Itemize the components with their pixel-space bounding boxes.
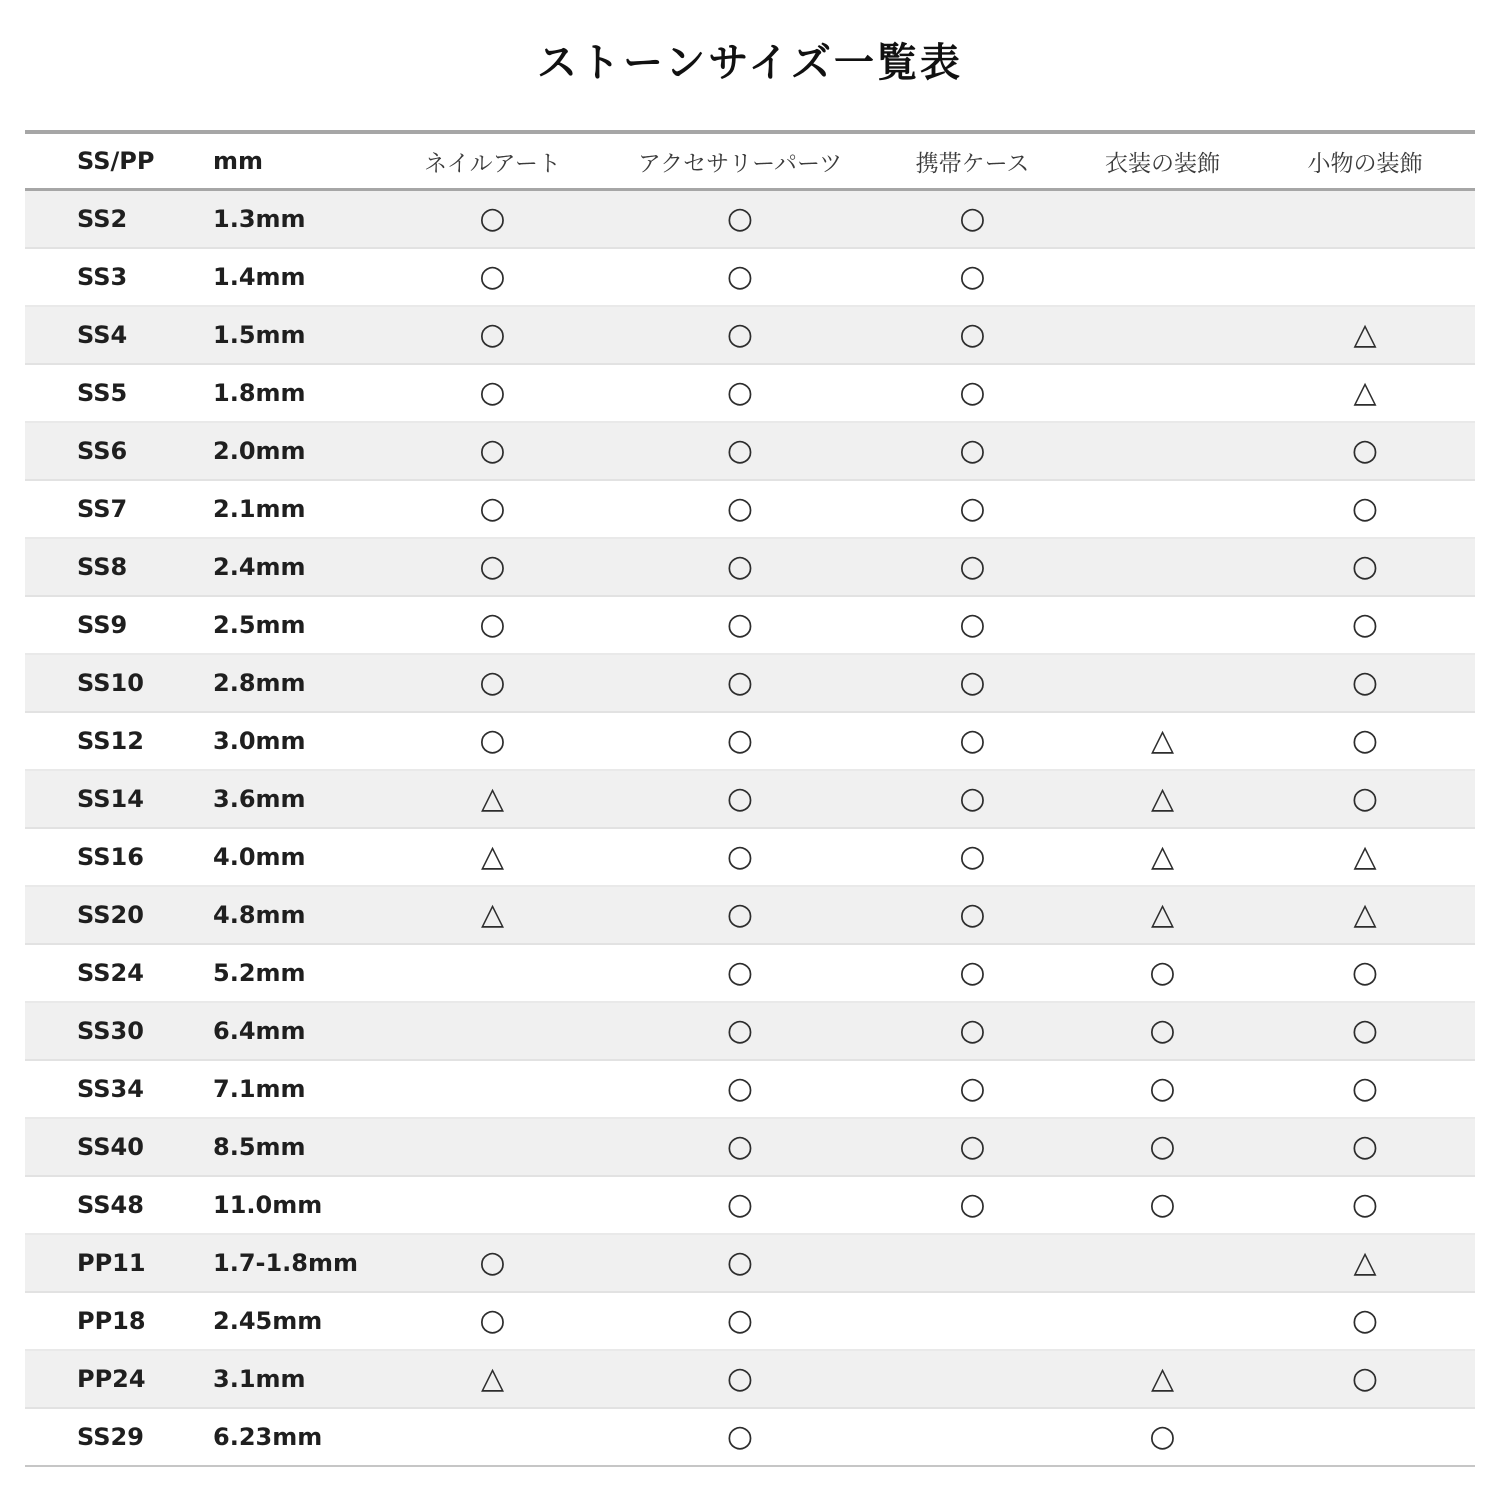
mark-cell-accessory-parts: ○ [726, 665, 754, 700]
size-cell: SS10 [77, 669, 144, 697]
mark-cell-small-item-decoration: ○ [1351, 1187, 1379, 1222]
mark-cell-accessory-parts: ○ [726, 1071, 754, 1106]
mark-cell-small-item-decoration: ○ [1351, 433, 1379, 468]
mark-cell-accessory-parts: ○ [726, 375, 754, 410]
size-cell: SS24 [77, 959, 144, 987]
mm-cell: 6.4mm [213, 1017, 306, 1045]
size-cell: PP18 [77, 1307, 146, 1335]
size-cell: SS30 [77, 1017, 144, 1045]
mark-cell-nail-art: △ [480, 839, 505, 874]
stone-size-table [25, 130, 1475, 1467]
mark-cell-small-item-decoration: ○ [1351, 1303, 1379, 1338]
column-header-nail-art: ネイルアート [424, 150, 561, 177]
size-cell: SS48 [77, 1191, 144, 1219]
mark-cell-small-item-decoration: △ [1353, 317, 1377, 352]
mm-cell: 3.6mm [213, 785, 306, 813]
table-row [25, 655, 1475, 713]
mark-cell-phone-case: ○ [959, 607, 986, 642]
size-cell: SS4 [77, 321, 128, 349]
mark-cell-costume-decoration: ○ [1149, 1419, 1176, 1454]
table-row [25, 597, 1475, 655]
mark-cell-small-item-decoration: ○ [1351, 1129, 1379, 1164]
size-cell: PP24 [77, 1365, 146, 1393]
mark-cell-phone-case: ○ [959, 1071, 986, 1106]
mark-cell-phone-case: ○ [959, 259, 986, 294]
mark-cell-accessory-parts: ○ [726, 1129, 754, 1164]
mm-cell: 2.0mm [213, 437, 306, 465]
mm-cell: 6.23mm [213, 1423, 323, 1451]
mark-cell-nail-art: ○ [479, 491, 506, 526]
mark-cell-nail-art: ○ [479, 607, 506, 642]
mark-cell-small-item-decoration: △ [1353, 839, 1377, 874]
mm-cell: 2.8mm [213, 669, 306, 697]
size-cell: SS8 [77, 553, 128, 581]
mark-cell-nail-art: △ [480, 1361, 505, 1396]
mark-cell-nail-art: ○ [479, 1303, 506, 1338]
table-row [25, 1177, 1475, 1235]
mark-cell-costume-decoration: ○ [1149, 1013, 1176, 1048]
size-cell: SS29 [77, 1423, 144, 1451]
mm-cell: 1.4mm [213, 263, 306, 291]
table-body [25, 191, 1475, 1467]
mark-cell-costume-decoration: ○ [1149, 1187, 1176, 1222]
mark-cell-small-item-decoration: ○ [1351, 491, 1379, 526]
column-header-accessory-parts: アクセサリーパーツ [637, 150, 843, 177]
mark-cell-small-item-decoration: ○ [1351, 955, 1379, 990]
table-row [25, 1351, 1475, 1409]
mark-cell-small-item-decoration: ○ [1351, 781, 1379, 816]
mark-cell-nail-art: ○ [479, 317, 506, 352]
page-title: ストーンサイズ一覧表 [537, 40, 963, 86]
size-cell: SS14 [77, 785, 144, 813]
mark-cell-costume-decoration: △ [1150, 781, 1175, 816]
mm-cell: 1.5mm [213, 321, 306, 349]
mark-cell-small-item-decoration: ○ [1351, 549, 1379, 584]
mark-cell-accessory-parts: ○ [726, 491, 754, 526]
size-cell: SS5 [77, 379, 128, 407]
mark-cell-phone-case: ○ [959, 201, 986, 236]
size-cell: SS7 [77, 495, 128, 523]
mark-cell-phone-case: ○ [959, 781, 986, 816]
mark-cell-accessory-parts: ○ [726, 897, 754, 932]
mark-cell-costume-decoration: △ [1150, 897, 1175, 932]
table-row [25, 829, 1475, 887]
mark-cell-costume-decoration: △ [1150, 1361, 1175, 1396]
mm-cell: 3.0mm [213, 727, 306, 755]
column-header-small-item-decoration: 小物の装飾 [1307, 150, 1423, 177]
mark-cell-small-item-decoration: ○ [1351, 723, 1379, 758]
mark-cell-accessory-parts: ○ [726, 1419, 754, 1454]
mark-cell-costume-decoration: △ [1150, 839, 1175, 874]
table-row [25, 713, 1475, 771]
table-header-row [25, 134, 1475, 191]
mark-cell-accessory-parts: ○ [726, 317, 754, 352]
table-row [25, 365, 1475, 423]
mark-cell-phone-case: ○ [959, 549, 986, 584]
table-row [25, 539, 1475, 597]
mark-cell-accessory-parts: ○ [726, 259, 754, 294]
mark-cell-accessory-parts: ○ [726, 1187, 754, 1222]
table-row [25, 423, 1475, 481]
mark-cell-phone-case: ○ [959, 491, 986, 526]
column-header-mm: mm [213, 147, 264, 175]
mark-cell-small-item-decoration: △ [1353, 375, 1377, 410]
mark-cell-phone-case: ○ [959, 1187, 986, 1222]
table-row [25, 191, 1475, 249]
mark-cell-phone-case: ○ [959, 433, 986, 468]
mark-cell-phone-case: ○ [959, 317, 986, 352]
size-cell: SS34 [77, 1075, 144, 1103]
column-header-ss-pp: SS/PP [77, 147, 155, 175]
table-row [25, 1409, 1475, 1467]
mark-cell-phone-case: ○ [959, 723, 986, 758]
mark-cell-nail-art: ○ [479, 375, 506, 410]
mark-cell-nail-art: ○ [479, 201, 506, 236]
table-row [25, 1293, 1475, 1351]
mark-cell-accessory-parts: ○ [726, 549, 754, 584]
table-row [25, 1061, 1475, 1119]
size-cell: SS6 [77, 437, 128, 465]
mark-cell-costume-decoration: ○ [1149, 1071, 1176, 1106]
table-row [25, 249, 1475, 307]
mark-cell-accessory-parts: ○ [726, 1245, 754, 1280]
mark-cell-phone-case: ○ [959, 375, 986, 410]
mark-cell-small-item-decoration: △ [1353, 897, 1377, 932]
mark-cell-phone-case: ○ [959, 897, 986, 932]
mm-cell: 8.5mm [213, 1133, 306, 1161]
column-header-phone-case: 携帯ケース [915, 150, 1030, 177]
mark-cell-accessory-parts: ○ [726, 1303, 754, 1338]
mm-cell: 3.1mm [213, 1365, 306, 1393]
mark-cell-small-item-decoration: ○ [1351, 1071, 1379, 1106]
mark-cell-phone-case: ○ [959, 955, 986, 990]
table-row [25, 481, 1475, 539]
mark-cell-costume-decoration: △ [1150, 723, 1175, 758]
table-row [25, 1235, 1475, 1293]
mm-cell: 2.5mm [213, 611, 306, 639]
mark-cell-phone-case: ○ [959, 665, 986, 700]
mark-cell-small-item-decoration: ○ [1351, 665, 1379, 700]
table-row [25, 1003, 1475, 1061]
table-row [25, 1119, 1475, 1177]
mark-cell-accessory-parts: ○ [726, 433, 754, 468]
table-row [25, 307, 1475, 365]
mark-cell-accessory-parts: ○ [726, 1361, 754, 1396]
mm-cell: 2.45mm [213, 1307, 323, 1335]
mm-cell: 1.7-1.8mm [213, 1249, 359, 1277]
mm-cell: 1.8mm [213, 379, 306, 407]
size-cell: SS20 [77, 901, 144, 929]
mark-cell-nail-art: △ [480, 781, 505, 816]
mark-cell-nail-art: ○ [479, 1245, 506, 1280]
mm-cell: 7.1mm [213, 1075, 306, 1103]
mark-cell-small-item-decoration: ○ [1351, 607, 1379, 642]
size-cell: SS9 [77, 611, 128, 639]
mm-cell: 5.2mm [213, 959, 306, 987]
size-cell: PP11 [77, 1249, 146, 1277]
mark-cell-nail-art: ○ [479, 665, 506, 700]
mark-cell-nail-art: △ [480, 897, 505, 932]
mark-cell-small-item-decoration: ○ [1351, 1361, 1379, 1396]
mark-cell-accessory-parts: ○ [726, 781, 754, 816]
size-cell: SS16 [77, 843, 144, 871]
mark-cell-costume-decoration: ○ [1149, 1129, 1176, 1164]
mark-cell-small-item-decoration: △ [1353, 1245, 1377, 1280]
mm-cell: 2.1mm [213, 495, 306, 523]
mark-cell-costume-decoration: ○ [1149, 955, 1176, 990]
column-header-costume-decoration: 衣装の装飾 [1105, 150, 1220, 177]
table-row [25, 771, 1475, 829]
mark-cell-nail-art: ○ [479, 433, 506, 468]
mark-cell-accessory-parts: ○ [726, 201, 754, 236]
size-cell: SS40 [77, 1133, 144, 1161]
size-cell: SS12 [77, 727, 144, 755]
table-row [25, 945, 1475, 1003]
mm-cell: 11.0mm [213, 1191, 323, 1219]
mark-cell-accessory-parts: ○ [726, 723, 754, 758]
table-row [25, 887, 1475, 945]
mm-cell: 4.0mm [213, 843, 306, 871]
mark-cell-phone-case: ○ [959, 1129, 986, 1164]
mark-cell-nail-art: ○ [479, 549, 506, 584]
mark-cell-nail-art: ○ [479, 259, 506, 294]
size-cell: SS3 [77, 263, 128, 291]
mark-cell-accessory-parts: ○ [726, 839, 754, 874]
mm-cell: 1.3mm [213, 205, 306, 233]
mark-cell-nail-art: ○ [479, 723, 506, 758]
mark-cell-accessory-parts: ○ [726, 1013, 754, 1048]
mark-cell-phone-case: ○ [959, 839, 986, 874]
mm-cell: 4.8mm [213, 901, 306, 929]
mark-cell-accessory-parts: ○ [726, 607, 754, 642]
mark-cell-accessory-parts: ○ [726, 955, 754, 990]
mark-cell-small-item-decoration: ○ [1351, 1013, 1379, 1048]
size-cell: SS2 [77, 205, 128, 233]
mm-cell: 2.4mm [213, 553, 306, 581]
mark-cell-phone-case: ○ [959, 1013, 986, 1048]
